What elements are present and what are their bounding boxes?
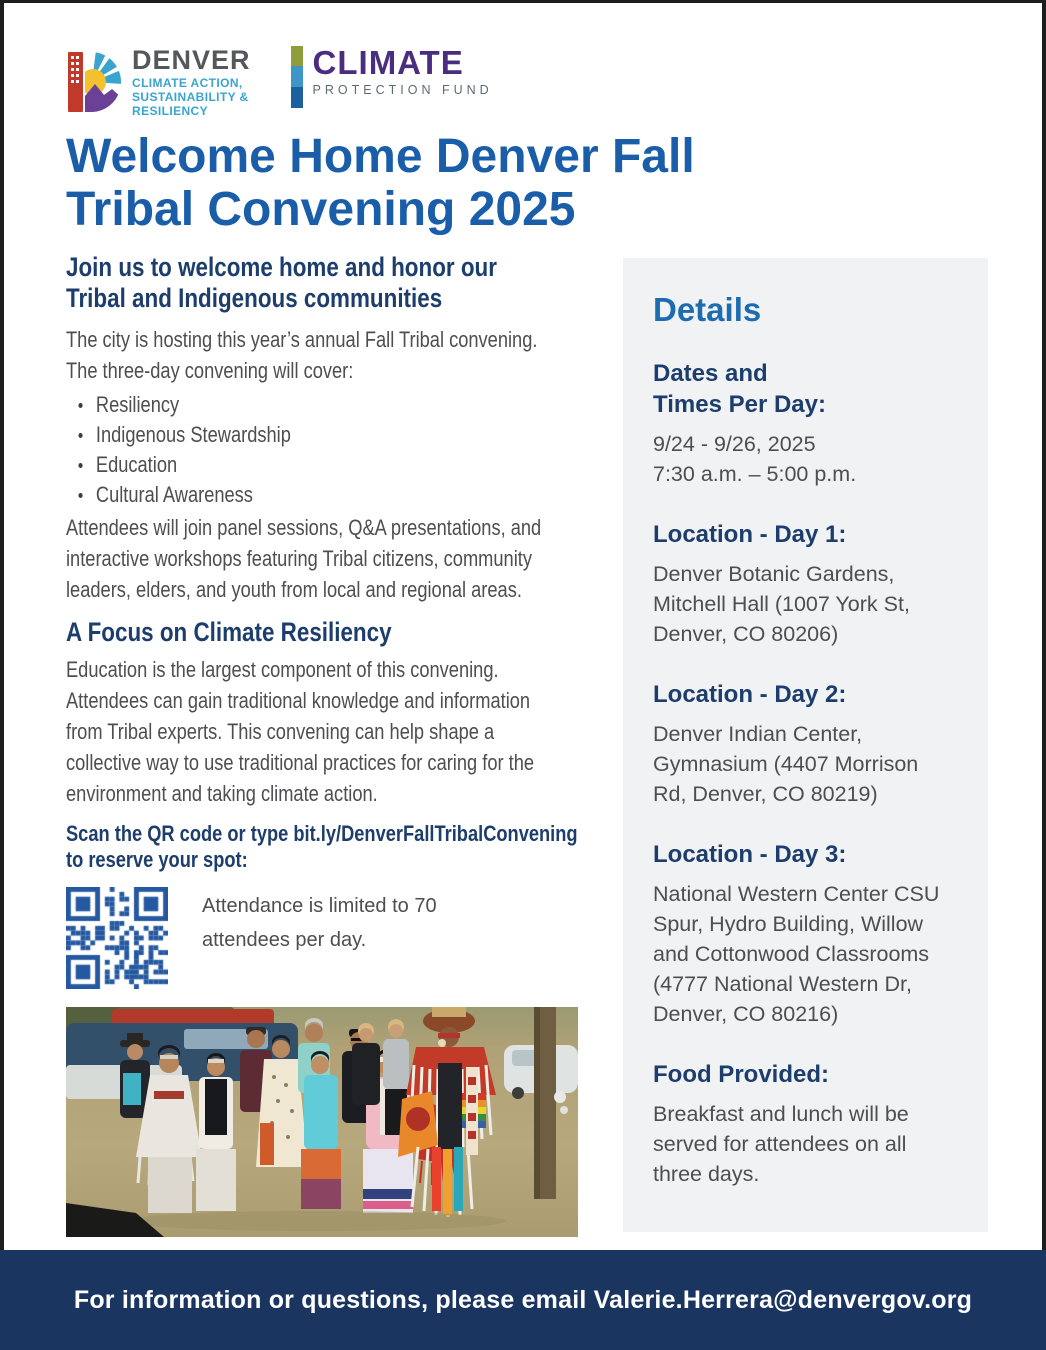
cpf-wordmark (313, 46, 493, 97)
qr-instruction (66, 821, 614, 873)
text-line: collective way to use traditional practices for caring for the (66, 750, 535, 775)
event-photo (66, 1007, 578, 1237)
list-item: Cultural Awareness (66, 480, 614, 510)
text-line: Attendees will join panel sessions, Q&A presentations, and (66, 515, 542, 540)
qr-code (66, 887, 168, 989)
section-title (653, 358, 958, 420)
denver-wordmark (132, 42, 251, 118)
footer-contact-text: For information or questions, please email Valerie.Herrera@denvergov.org (73, 1285, 973, 1314)
text-line: Gymnasium (4407 Morrison (653, 752, 919, 776)
focus-paragraph (66, 654, 614, 809)
section-title: Location - Day 2: (653, 681, 847, 708)
text-line: to reserve your spot: (66, 847, 248, 872)
text-line: CLIMATE ACTION, (132, 76, 243, 90)
text-line: Dates and (653, 360, 768, 387)
text-line: Mitchell Hall (1007 York St, (653, 592, 910, 616)
text-line: and Cottonwood Classrooms (653, 942, 930, 966)
list-item: Indigenous Stewardship (66, 420, 614, 450)
footer-bar (0, 1250, 1046, 1350)
left-column (66, 252, 614, 1237)
climate-protection-fund-logo (291, 46, 493, 113)
details-section-dates (653, 358, 958, 489)
denver-name: DENVER (132, 45, 251, 75)
text-line: Tribal and Indigenous communities (66, 283, 443, 313)
text-line: Times Per Day: (653, 391, 826, 418)
text-line: 7:30 a.m. – 5:00 p.m. (653, 462, 857, 486)
details-panel (623, 258, 988, 1232)
text-line: attendees per day. (202, 929, 367, 951)
text-line: Denver, CO 80206) (653, 622, 839, 646)
text-line: Attendees can gain traditional knowledge and information (66, 688, 531, 713)
text-line: Denver Botanic Gardens, (653, 562, 895, 586)
page-edge-top (0, 0, 1046, 3)
text-line: served for attendees on all (653, 1132, 907, 1156)
qr-row (66, 887, 614, 989)
left-text-block (66, 252, 614, 873)
text-line: from Tribal experts. This convening can help shape a (66, 719, 495, 744)
page-edge-left (0, 0, 4, 1250)
section-title: Location - Day 3: (653, 841, 847, 868)
text-line: Join us to welcome home and honor our (66, 252, 497, 282)
intro-paragraph (66, 324, 614, 386)
text-line: Scan the QR code or type bit.ly/DenverFallTribalConvening (66, 821, 578, 846)
text-line: National Western Center CSU (653, 882, 940, 906)
denver-d-icon (66, 42, 122, 131)
text-line: 9/24 - 9/26, 2025 (653, 432, 816, 456)
text-line: The city is hosting this year’s annual Fall Tribal convening. (66, 327, 538, 352)
text-line: Tribal Convening 2025 (66, 183, 576, 236)
cpf-name: CLIMATE (312, 44, 464, 81)
text-line: environment and taking climate action. (66, 781, 378, 806)
page-edge-right (1042, 0, 1046, 1350)
text-line: Spur, Hydro Building, Willow (653, 912, 924, 936)
header-logos (66, 42, 493, 131)
attendees-paragraph (66, 512, 614, 605)
intro-heading (66, 252, 614, 314)
focus-heading: A Focus on Climate Resiliency (66, 617, 392, 647)
text-line: Welcome Home Denver Fall (66, 130, 695, 183)
text-line: Denver, CO 80216) (653, 1002, 839, 1026)
text-line: three days. (653, 1162, 760, 1186)
page-title (66, 130, 695, 236)
attendance-note (202, 887, 437, 957)
text-line: Education is the largest component of this convening. (66, 657, 499, 682)
text-line: interactive workshops featuring Tribal citizens, community (66, 546, 532, 571)
section-title: Food Provided: (653, 1061, 829, 1088)
list-item: Resiliency (66, 390, 614, 420)
text-line: leaders, elders, and youth from local and regional areas. (66, 577, 522, 602)
text-line: Denver Indian Center, (653, 722, 863, 746)
text-line: RESILIENCY (132, 104, 209, 118)
text-line: Rd, Denver, CO 80219) (653, 782, 878, 806)
denver-logo (66, 42, 251, 131)
details-section-location-day2 (653, 679, 958, 809)
text-line: SUSTAINABILITY & (132, 90, 249, 104)
text-line: Breakfast and lunch will be (653, 1102, 909, 1126)
list-item: Education (66, 450, 614, 480)
section-title: Location - Day 1: (653, 521, 847, 548)
details-section-location-day3 (653, 839, 958, 1029)
cpf-subtitle: PROTECTION FUND (312, 83, 493, 97)
details-heading: Details (653, 291, 762, 328)
topics-list (66, 390, 614, 510)
denver-tagline (132, 76, 251, 118)
text-line: The three-day convening will cover: (66, 358, 354, 383)
right-visible (323, 1038, 341, 1056)
details-section-food (653, 1059, 958, 1189)
details-section-location-day1 (653, 519, 958, 649)
text-line: (4777 National Western Dr, (653, 972, 912, 996)
cpf-bar-icon (291, 46, 303, 113)
text-line: Attendance is limited to 70 (202, 895, 437, 917)
